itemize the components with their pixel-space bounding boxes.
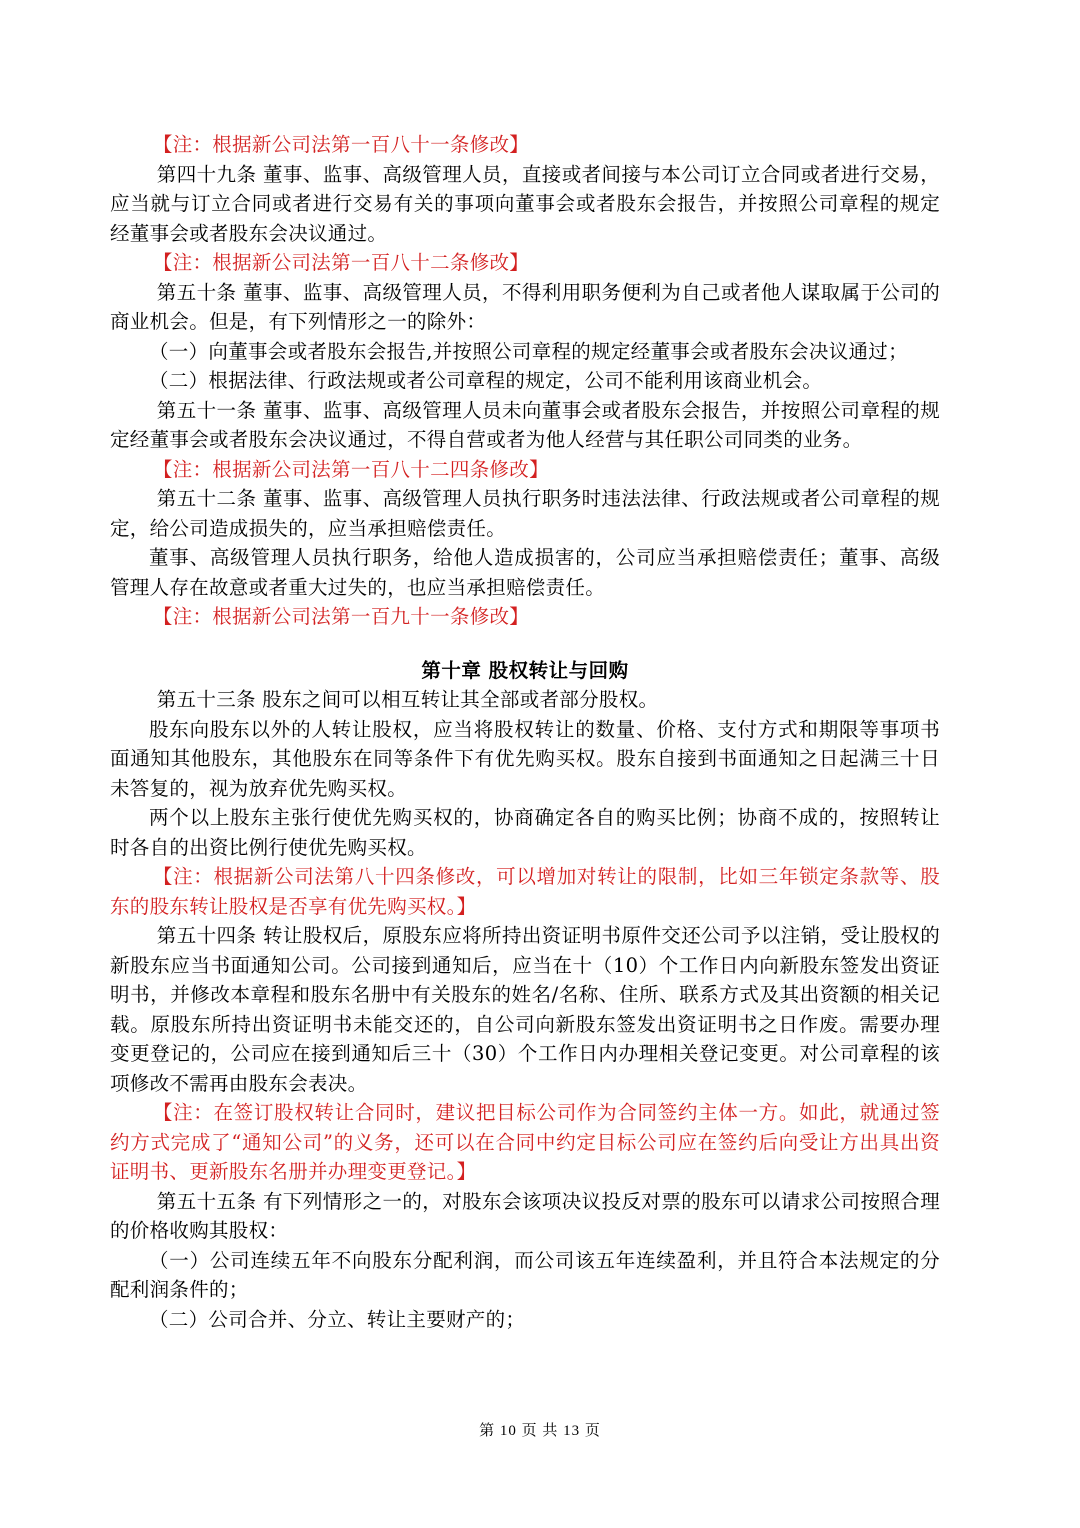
article-53: 第五十三条 股东之间可以相互转让其全部或者部分股权。	[156, 688, 659, 711]
article-51: 第五十一条 董事、监事、高级管理人员未向董事会或者股东会报告，并按照公司章程的规定经董事会或者股东会决议通过，不得自营或者为他人经营与其任职公司同类的业务。	[110, 398, 940, 451]
document-page	[110, 130, 940, 1334]
article-49: 第四十九条 董事、监事、高级管理人员，直接或者间接与本公司订立合同或者进行交易，应当就与订立合同或者进行交易有关的事项向董事会或者股东会报告，并按照公司章程的规定经董事会或者股东会决议通过。	[110, 162, 940, 245]
article-55: 第五十五条 有下列情形之一的，对股东会该项决议投反对票的股东可以请求公司按照合理的价格收购其股权：	[110, 1189, 940, 1242]
article-50-item-1: （一）向董事会或者股东会报告,并按照公司章程的规定经董事会或者股东会决议通过；	[149, 339, 908, 363]
amendment-note: 【注：在签订股权转让合同时，建议把目标公司作为合同签约主体一方。如此，就通过签约方式完成了“通知公司”的义务，还可以在合同中约定目标公司应在签约后向受让方出具出资证明书、更新股东名册并办理变更登记。】	[110, 1101, 940, 1183]
amendment-note: 【注：根据新公司法第八十四条修改，可以增加对转让的限制，比如三年锁定条款等、股东的股东转让股权是否享有优先购买权。】	[110, 865, 940, 918]
article-53-paragraph-3: 两个以上股东主张行使优先购买权的，协商确定各自的购买比例；协商不成的，按照转让时各自的出资比例行使优先购买权。	[110, 806, 940, 859]
article-55-item-1: （一）公司连续五年不向股东分配利润，而公司该五年连续盈利，并且符合本法规定的分配利润条件的；	[110, 1248, 940, 1301]
article-50: 第五十条 董事、监事、高级管理人员，不得利用职务便利为自己或者他人谋取属于公司的商业机会。但是，有下列情形之一的除外：	[110, 280, 940, 333]
article-55-item-2: （二）公司合并、分立、转让主要财产的；	[149, 1307, 526, 1331]
article-52-paragraph-2: 董事、高级管理人员执行职务，给他人造成损害的，公司应当承担赔偿责任；董事、高级管理人存在故意或者重大过失的，也应当承担赔偿责任。	[110, 546, 940, 599]
amendment-note: 【注：根据新公司法第一百八十二四条修改】	[152, 457, 549, 481]
article-53-paragraph-2: 股东向股东以外的人转让股权，应当将股权转让的数量、价格、支付方式和期限等事项书面通知其他股东，其他股东在同等条件下有优先购买权。股东自接到书面通知之日起满三十日未答复的，视为放弃优先购买权。	[110, 717, 940, 800]
article-52: 第五十二条 董事、监事、高级管理人员执行职务时违法法律、行政法规或者公司章程的规定，给公司造成损失的，应当承担赔偿责任。	[110, 487, 940, 540]
amendment-note: 【注：根据新公司法第一百九十一条修改】	[152, 605, 530, 628]
amendment-note: 【注：根据新公司法第一百八十二条修改】	[152, 251, 530, 274]
chapter-title: 第十章 股权转让与回购	[421, 658, 629, 682]
article-50-item-2: （二）根据法律、行政法规或者公司章程的规定，公司不能利用该商业机会。	[149, 369, 823, 392]
amendment-note: 【注：根据新公司法第一百八十一条修改】	[152, 133, 530, 156]
article-54: 第五十四条 转让股权后，原股东应将所持出资证明书原件交还公司予以注销，受让股权的新股东应当书面通知公司。公司接到通知后，应当在十（10）个工作日内向新股东签发出资证明书，并修改本章程和股东名册中有关股东的姓名/名称、住所、联系方式及其出资额的相关记载。原股东所持出资证明书未能交还的，自公司向新股东签发出资证明书之日作废。需要办理变更登记的，公司应在接到通知后三十（30）个工作日内办理相关登记变更。对公司章程的该项修改不需再由股东会表决。	[110, 924, 940, 1095]
page-footer: 第 10 页 共 13 页	[479, 1423, 601, 1439]
